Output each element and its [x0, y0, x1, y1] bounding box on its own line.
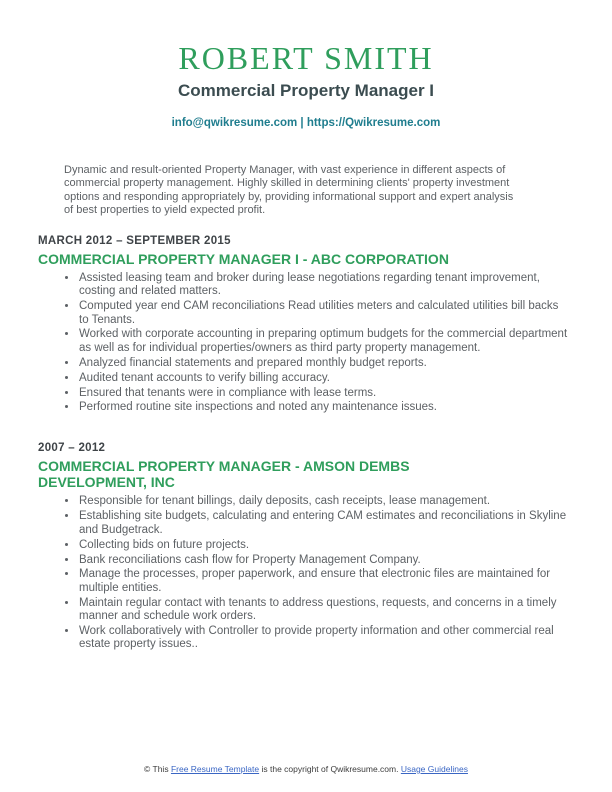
bullet-item: • Computed year end CAM reconciliations Read utilities meters and calculated utilities bill backs to Tenants. [78, 300, 569, 327]
summary-text: Dynamic and result-oriented Property Manager, with vast experience in different aspects of commercial property management. Highly skilled in determining clients' property investment options and responding appropriately by, providing informational support and expert analysis of best properties to yield expected profit. [64, 163, 514, 217]
contact-separator: | [297, 117, 307, 130]
bullet-item: • Responsible for tenant billings, daily deposits, cash receipts, lease management. [78, 495, 569, 508]
resume-header [38, 40, 574, 130]
bullet-item: • Performed routine site inspections and noted any maintenance issues. [78, 401, 569, 414]
experience-dates: MARCH 2012 – SEPTEMBER 2015 [38, 234, 231, 247]
copyright-middle: is the copyright of Qwikresume.com. [259, 763, 401, 774]
bullet-item: • Establishing site budgets, calculating and entering CAM estimates and reconciliations in Skyline and Budgetrack. [78, 510, 569, 537]
experience-section-1 [38, 235, 574, 417]
contact-url-link[interactable]: https://Qwikresume.com [306, 117, 441, 130]
bullet-item: • Bank reconciliations cash flow for Property Management Company. [78, 554, 569, 567]
bullet-item: • Worked with corporate accounting in preparing optimum budgets for the commercial department as well as for individual properties/owners as third party property management. [78, 328, 569, 355]
candidate-title: Commercial Property Manager I [177, 80, 435, 100]
experience-bullet-list [38, 495, 574, 651]
contact-email-link[interactable]: info@qwikresume.com [171, 117, 298, 130]
copyright-prefix: © This [144, 763, 171, 774]
experience-bullet-list [38, 272, 574, 415]
bullet-item: • Ensured that tenants were in compliance with lease terms. [78, 387, 569, 400]
bullet-item: • Audited tenant accounts to verify billing accuracy. [78, 372, 569, 385]
experience-heading: COMMERCIAL PROPERTY MANAGER - AMSON DEMBS DEVELOPMENT, INC [38, 458, 410, 491]
contact-line [38, 117, 574, 130]
free-resume-template-link[interactable]: Free Resume Template [170, 763, 260, 774]
candidate-name: ROBERT SMITH [178, 40, 434, 76]
experience-section-2 [38, 442, 574, 653]
usage-guidelines-link[interactable]: Usage Guidelines [400, 763, 468, 774]
bullet-item: • Work collaboratively with Controller to provide property information and other commercial real estate property issues.. [78, 625, 569, 652]
bullet-item: • Manage the processes, proper paperwork, and ensure that electronic files are maintained for multiple entities. [78, 568, 569, 595]
experience-dates: 2007 – 2012 [38, 442, 106, 455]
bullet-item: • Collecting bids on future projects. [78, 539, 569, 552]
page-footer [38, 764, 574, 778]
bullet-item: • Analyzed financial statements and prepared monthly budget reports. [78, 357, 569, 370]
bullet-item: • Assisted leasing team and broker during lease negotiations regarding tenant improvement, costing and related matters. [78, 272, 569, 299]
bullet-item: • Maintain regular contact with tenants to address questions, requests, and concerns in a timely manner and schedule work orders. [78, 597, 569, 624]
experience-heading: COMMERCIAL PROPERTY MANAGER I - ABC CORPORATION [38, 250, 449, 267]
